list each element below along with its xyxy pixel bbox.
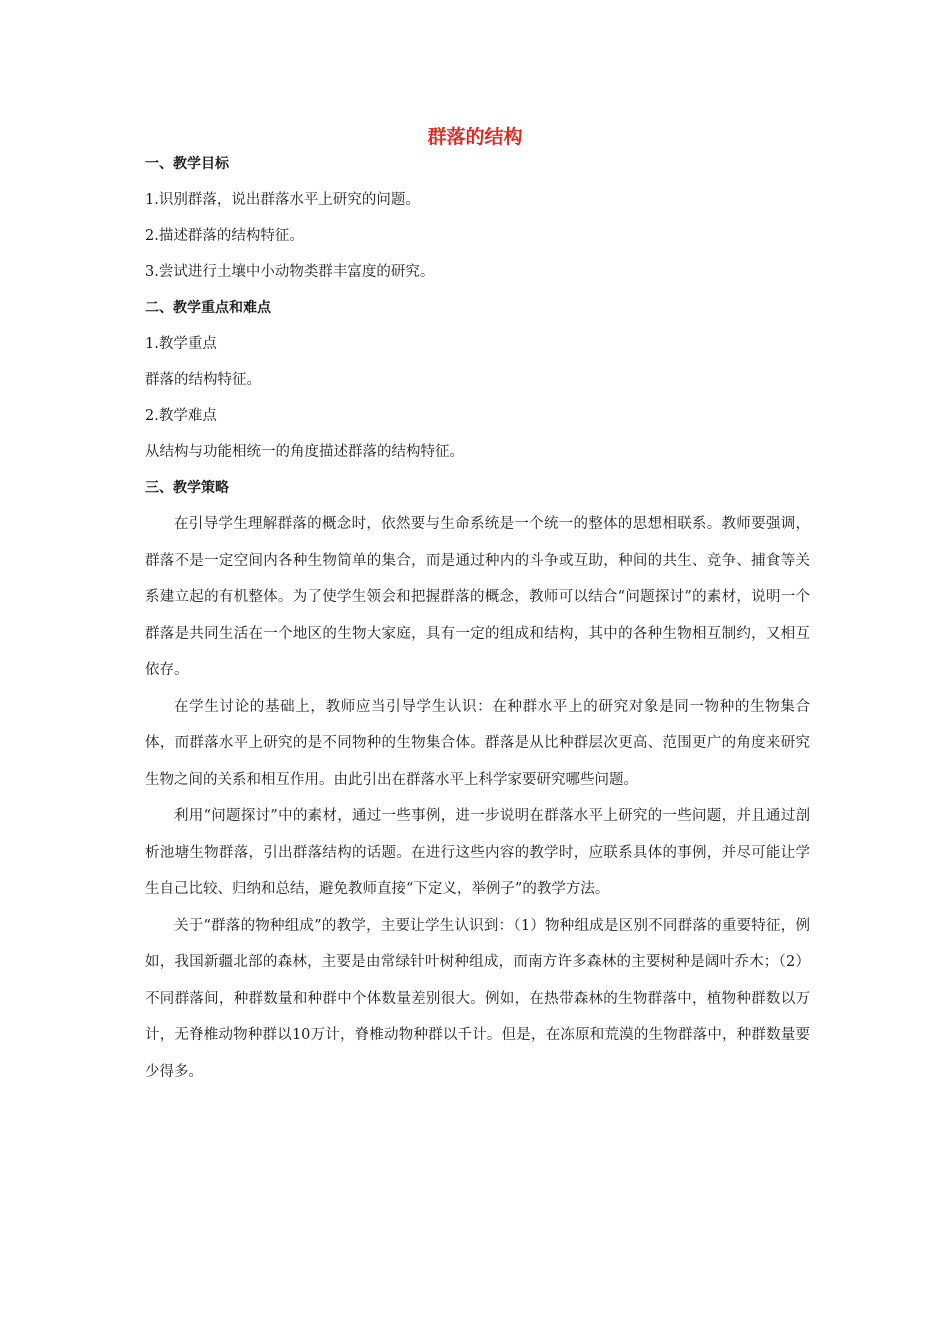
strategy-paragraph: 在引导学生理解群落的概念时，依然要与生命系统是一个统一的整体的思想相联系。教师要强调，群落不是一定空间内各种生物简单的集合，而是通过种内的斗争或互助，种间的共生、竞争、捕食等关系建立起的有机整体。为了使学生领会和把握群落的概念，教师可以结合“问题探讨”的素材，说明一个群落是共同生活在一个地区的生物大家庭，具有一定的组成和结构，其中的各种生物相互制约，又相互依存。 (145, 516, 810, 678)
difficulty-subheading: 2.教学难点 (145, 408, 217, 424)
objective-item: 3.尝试进行土壤中小动物类群丰富度的研究。 (145, 264, 435, 280)
key-point-subheading: 1.教学重点 (145, 336, 217, 352)
strategy-paragraph: 利用“问题探讨”中的素材，通过一些事例，进一步说明在群落水平上研究的一些问题，并且通过剖析池塘生物群落，引出群落结构的话题。在进行这些内容的教学时，应联系具体的事例，并尽可能让学生自己比较、归纳和总结，避免教师直接“下定义，举例子”的教学方法。 (145, 808, 810, 897)
strategy-paragraph: 关于“群落的物种组成”的教学，主要让学生认识到：（1）物种组成是区别不同群落的重要特征，例如，我国新疆北部的森林，主要是由常绿针叶树种组成，而南方许多森林的主要树种是阔叶乔木；（2）不同群落间，种群数量和种群中个体数量差别很大。例如，在热带森林的生物群落中，植物种群数以万计，无脊椎动物种群以10万计，脊椎动物种群以千计。但是，在冻原和荒漠的生物群落中，种群数量要少得多。 (145, 917, 810, 1080)
section-heading-objectives: 一、教学目标 (145, 156, 229, 172)
section-heading-strategy: 三、教学策略 (145, 480, 229, 496)
key-point-text: 群落的结构特征。 (145, 372, 261, 388)
objective-item: 2.描述群落的结构特征。 (145, 228, 304, 244)
document-title: 群落的结构 (427, 126, 523, 148)
strategy-paragraph: 在学生讨论的基础上，教师应当引导学生认识：在种群水平上的研究对象是同一物种的生物集合体，而群落水平上研究的是不同物种的生物集合体。群落是从比种群层次更高、范围更广的角度来研究生物之间的关系和相互作用。由此引出在群落水平上科学家要研究哪些问题。 (145, 698, 810, 788)
objective-item: 1.识别群落，说出群落水平上研究的问题。 (145, 192, 420, 208)
difficulty-text: 从结构与功能相统一的角度描述群落的结构特征。 (145, 444, 464, 460)
document-body (145, 146, 810, 1090)
section-heading-key-points: 二、教学重点和难点 (145, 300, 271, 316)
